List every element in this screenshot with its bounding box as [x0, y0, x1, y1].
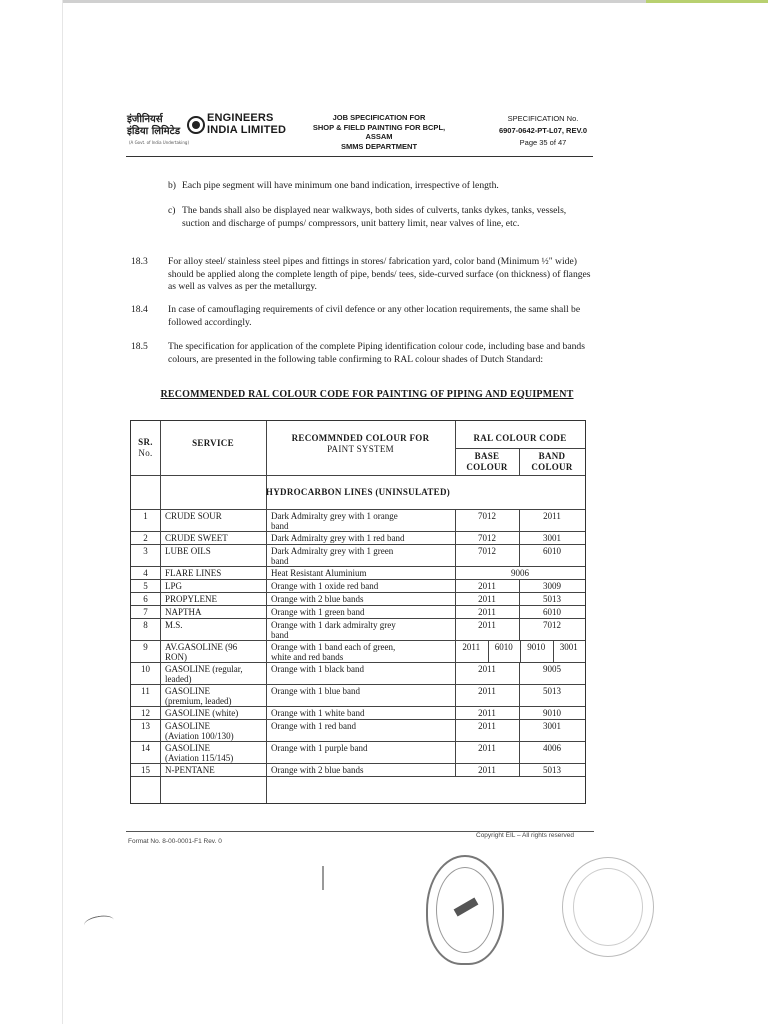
cell-service: GASOLINE (white): [165, 708, 239, 718]
cell-base-colour: 7012: [478, 546, 496, 556]
cell-band-colour: 2011: [543, 511, 561, 521]
table-row: [131, 663, 585, 684]
header-spec-block: [478, 113, 608, 149]
cell-service: PROPYLENE: [165, 594, 218, 604]
cell-band-colour: 5013: [543, 594, 561, 604]
header-base-line: COLOUR: [466, 462, 508, 472]
cell-service: NAPTHA: [165, 607, 202, 617]
ral-header-rule: [455, 448, 585, 449]
paragraph-18-3: For alloy steel/ stainless steel pipes and fittings in stores/ fabrication yard, color band (Minimum ½" wide) should be applied along the complete length of pipe, bends/ tees, side-curved surface (on thickness) of flanges as well as valves as per the metallurgy.: [168, 256, 591, 293]
section-number: 18.3: [131, 256, 148, 267]
cell-base-colour: 2011: [478, 686, 496, 696]
cell-service: GASOLINE: [165, 721, 210, 731]
cell-service: CRUDE SOUR: [165, 511, 222, 521]
cell-base-colour: 2011: [478, 708, 496, 718]
table-row: [131, 567, 585, 579]
scan-mark: [322, 866, 324, 890]
table-row: [131, 707, 585, 719]
cell-band-colour: 3001: [543, 533, 561, 543]
cell-band-colour: 6010: [543, 546, 561, 556]
cell-sr: 4: [143, 568, 148, 578]
header-band-colour: [519, 451, 585, 473]
cell-band-colour: 9005: [543, 664, 561, 674]
cell-service: LUBE OILS: [165, 546, 211, 556]
table-row: [131, 764, 585, 776]
cell-band-colour: 3009: [543, 581, 561, 591]
paragraph-18-4: In case of camouflaging requirements of civil defence or any other location requirements, the same shall be followed accordingly.: [168, 304, 581, 328]
logo-line-1: ENGINEERS: [207, 112, 274, 124]
table-row: [131, 580, 585, 592]
cell-base-colour: 2011: [478, 721, 496, 731]
col-divider: [553, 641, 554, 662]
header-sr-line: SR.: [138, 437, 153, 447]
table-row: [131, 593, 585, 605]
header-band-line: COLOUR: [531, 462, 573, 472]
faint-stamp-ring: [573, 868, 643, 946]
header-line: SHOP & FIELD PAINTING FOR BCPL,: [312, 122, 446, 132]
spec-number: 6907-0642-PT-L07, REV.0: [498, 126, 588, 135]
official-stamp: [426, 855, 504, 965]
col-divider: [455, 764, 456, 776]
col-divider: [488, 641, 489, 662]
col-divider: [455, 593, 456, 605]
cell-colour: Orange with 2 blue bands: [271, 594, 364, 604]
cell-sr: 6: [143, 594, 148, 604]
cell-colour: band: [271, 556, 289, 566]
page-number: Page 35 of 47: [519, 138, 567, 147]
table-row: [131, 545, 585, 566]
col-divider: [455, 663, 456, 684]
cell-colour: band: [271, 521, 289, 531]
cell-sr: 8: [143, 620, 148, 630]
header-recommended-line: RECOMMNDED COLOUR FOR: [291, 433, 430, 443]
table-row: [131, 685, 585, 706]
cell-band-colour: 5013: [543, 765, 561, 775]
header-recommended-colour: [266, 433, 455, 455]
cell-service: (Aviation 100/130): [165, 731, 234, 741]
cell-sr: 13: [141, 721, 150, 731]
table-row: [131, 606, 585, 618]
scan-top-edge: [62, 0, 646, 3]
col-divider: [455, 742, 456, 763]
cell-service: CRUDE SWEET: [165, 533, 228, 543]
col-divider: [519, 619, 520, 640]
header-service: SERVICE: [192, 438, 234, 448]
item-label: b): [168, 180, 176, 191]
cell-base-colour: 2011: [478, 594, 496, 604]
table-row: [131, 619, 585, 640]
cell-service: N-PENTANE: [165, 765, 215, 775]
cell-split-colour: 9010: [527, 642, 546, 652]
cell-base-colour: 7012: [478, 533, 496, 543]
cell-base-colour: 2011: [478, 620, 496, 630]
cell-service: RON): [165, 652, 187, 662]
col-divider: [520, 641, 521, 662]
col-divider: [455, 641, 456, 662]
section-number: 18.5: [131, 341, 148, 352]
col-divider: [519, 580, 520, 592]
col-divider: [455, 619, 456, 640]
cell-colour: Orange with 1 green band: [271, 607, 365, 617]
cell-band-colour: 7012: [543, 620, 561, 630]
cell-sr: 7: [143, 607, 148, 617]
header-recommended-line: PAINT SYSTEM: [327, 444, 394, 454]
cell-service: LPG: [165, 581, 183, 591]
cell-sr: 2: [143, 533, 148, 543]
cell-service: (premium, leaded): [165, 696, 232, 706]
scan-top-edge-accent: [646, 0, 768, 3]
cell-colour: Orange with 1 dark admiralty grey: [271, 620, 396, 630]
cell-base-colour: 2011: [478, 581, 496, 591]
col-divider: [455, 510, 456, 531]
col-divider: [519, 663, 520, 684]
header-base-line: BASE: [474, 451, 500, 461]
header-band-line: BAND: [538, 451, 566, 461]
cell-service: M.S.: [165, 620, 183, 630]
cell-band-colour: 4006: [543, 743, 561, 753]
cell-service: GASOLINE: [165, 686, 210, 696]
col-divider: [519, 707, 520, 719]
cell-colour: Orange with 1 band each of green,: [271, 642, 396, 652]
col-divider: [455, 532, 456, 544]
cell-base-colour: 7012: [478, 511, 496, 521]
cell-split-colour: 2011: [462, 642, 481, 652]
table-row: [131, 641, 585, 662]
cell-colour: white and red bands: [271, 652, 344, 662]
cell-sr: 1: [143, 511, 148, 521]
header-ral-code: RAL COLOUR CODE: [473, 433, 567, 443]
col-divider: [519, 448, 520, 475]
col-divider: [519, 510, 520, 531]
spec-label: SPECIFICATION No.: [507, 114, 579, 123]
cell-band-colour: 5013: [543, 686, 561, 696]
cell-sr: 11: [141, 686, 150, 696]
paragraph-c: The bands shall also be displayed near walkways, both sides of culverts, tanks dykes, tanks, vessels, suction and discharge of pumps/ compressors, unit battery limit, near valves of line, etc.: [182, 205, 567, 229]
col-divider: [519, 532, 520, 544]
header-bottom-rule: [131, 475, 585, 476]
header-sr-line: No.: [138, 448, 153, 458]
section-heading: HYDROCARBON LINES (UNINSULATED): [265, 487, 451, 497]
table-row: [131, 510, 585, 531]
cell-service: leaded): [165, 674, 192, 684]
eil-emblem-icon: [187, 116, 205, 134]
col-divider: [519, 545, 520, 566]
cell-sr: 9: [143, 642, 148, 652]
faint-stamp: [562, 857, 654, 957]
cell-sr: 5: [143, 581, 148, 591]
cell-band-colour: 9010: [543, 708, 561, 718]
col-divider: [455, 580, 456, 592]
paragraph-b: Each pipe segment will have minimum one band indication, irrespective of length.: [182, 180, 499, 191]
cell-colour: Orange with 2 blue bands: [271, 765, 364, 775]
cell-sr: 14: [141, 743, 150, 753]
ral-colour-table: [130, 420, 586, 804]
cell-colour: Dark Admiralty grey with 1 red band: [271, 533, 405, 543]
header-line: SMMS DEPARTMENT: [340, 141, 418, 151]
cell-service: GASOLINE: [165, 743, 210, 753]
cell-colour: Orange with 1 black band: [271, 664, 364, 674]
header-line: ASSAM: [365, 132, 393, 142]
col-divider: [519, 685, 520, 706]
format-number: Format No. 8-00-0001-F1 Rev. 0: [128, 838, 222, 845]
cell-base-colour: 2011: [478, 743, 496, 753]
cell-colour: Orange with 1 oxide red band: [271, 581, 379, 591]
handwritten-mark: [83, 913, 115, 931]
col-divider: [519, 720, 520, 741]
col-divider: [455, 685, 456, 706]
item-label: c): [168, 205, 176, 216]
logo-tagline: (A Govt. of India Undertaking): [129, 140, 189, 145]
cell-sr: 15: [141, 765, 150, 775]
row-rule: [131, 776, 585, 777]
cell-sr: 3: [143, 546, 148, 556]
table-row: [131, 720, 585, 741]
col-divider: [455, 545, 456, 566]
logo-hindi-text: इंजीनियर्स इंडिया लिमिटेड: [127, 114, 181, 137]
cell-colour: Orange with 1 white band: [271, 708, 365, 718]
cell-service: GASOLINE (regular,: [165, 664, 243, 674]
table-title: RECOMMENDED RAL COLOUR CODE FOR PAINTING OF PIPING AND EQUIPMENT: [160, 389, 574, 400]
cell-colour: Orange with 1 red band: [271, 721, 356, 731]
cell-service: (Aviation 115/145): [165, 753, 234, 763]
cell-band-colour: 3001: [543, 721, 561, 731]
cell-base-colour: 2011: [478, 765, 496, 775]
cell-split-colour: 6010: [494, 642, 513, 652]
cell-sr: 10: [141, 664, 150, 674]
col-divider: [455, 567, 456, 579]
col-divider: [455, 720, 456, 741]
col-divider: [519, 764, 520, 776]
cell-service: AV.GASOLINE (96: [165, 642, 238, 652]
col-divider: [519, 606, 520, 618]
cell-split-colour: 3001: [559, 642, 578, 652]
cell-colour: Orange with 1 purple band: [271, 743, 368, 753]
eil-logo: [127, 112, 287, 146]
cell-colour: Dark Admiralty grey with 1 orange: [271, 511, 398, 521]
cell-merged-colour: 9006: [511, 568, 529, 578]
copyright-notice: Copyright EIL – All rights reserved: [476, 832, 575, 839]
col-divider: [455, 707, 456, 719]
section-number: 18.4: [131, 304, 148, 315]
cell-colour: Dark Admiralty grey with 1 green: [271, 546, 394, 556]
cell-colour: band: [271, 630, 289, 640]
cell-base-colour: 2011: [478, 664, 496, 674]
col-divider: [519, 593, 520, 605]
table-row: [131, 742, 585, 763]
cell-colour: Orange with 1 blue band: [271, 686, 360, 696]
cell-sr: 12: [141, 708, 150, 718]
header-base-colour: [455, 451, 519, 473]
header-line: JOB SPECIFICATION FOR: [332, 113, 426, 122]
paragraph-18-5: The specification for application of the complete Piping identification colour code, including base and bands colours, are presented in the following table confirming to RAL colour shades of Dutch Standard:: [168, 341, 585, 365]
header-sr: [131, 437, 160, 459]
cell-service: FLARE LINES: [165, 568, 222, 578]
cell-colour: Heat Resistant Aluminium: [271, 568, 367, 578]
table-row: [131, 532, 585, 544]
cell-base-colour: 2011: [478, 607, 496, 617]
cell-band-colour: 6010: [543, 607, 561, 617]
header-job-title: [296, 113, 462, 151]
col-divider: [455, 606, 456, 618]
col-divider: [519, 742, 520, 763]
header-rule: [126, 156, 593, 157]
logo-line-2: INDIA LIMITED: [207, 124, 287, 136]
scan-left-edge: [62, 0, 63, 1024]
